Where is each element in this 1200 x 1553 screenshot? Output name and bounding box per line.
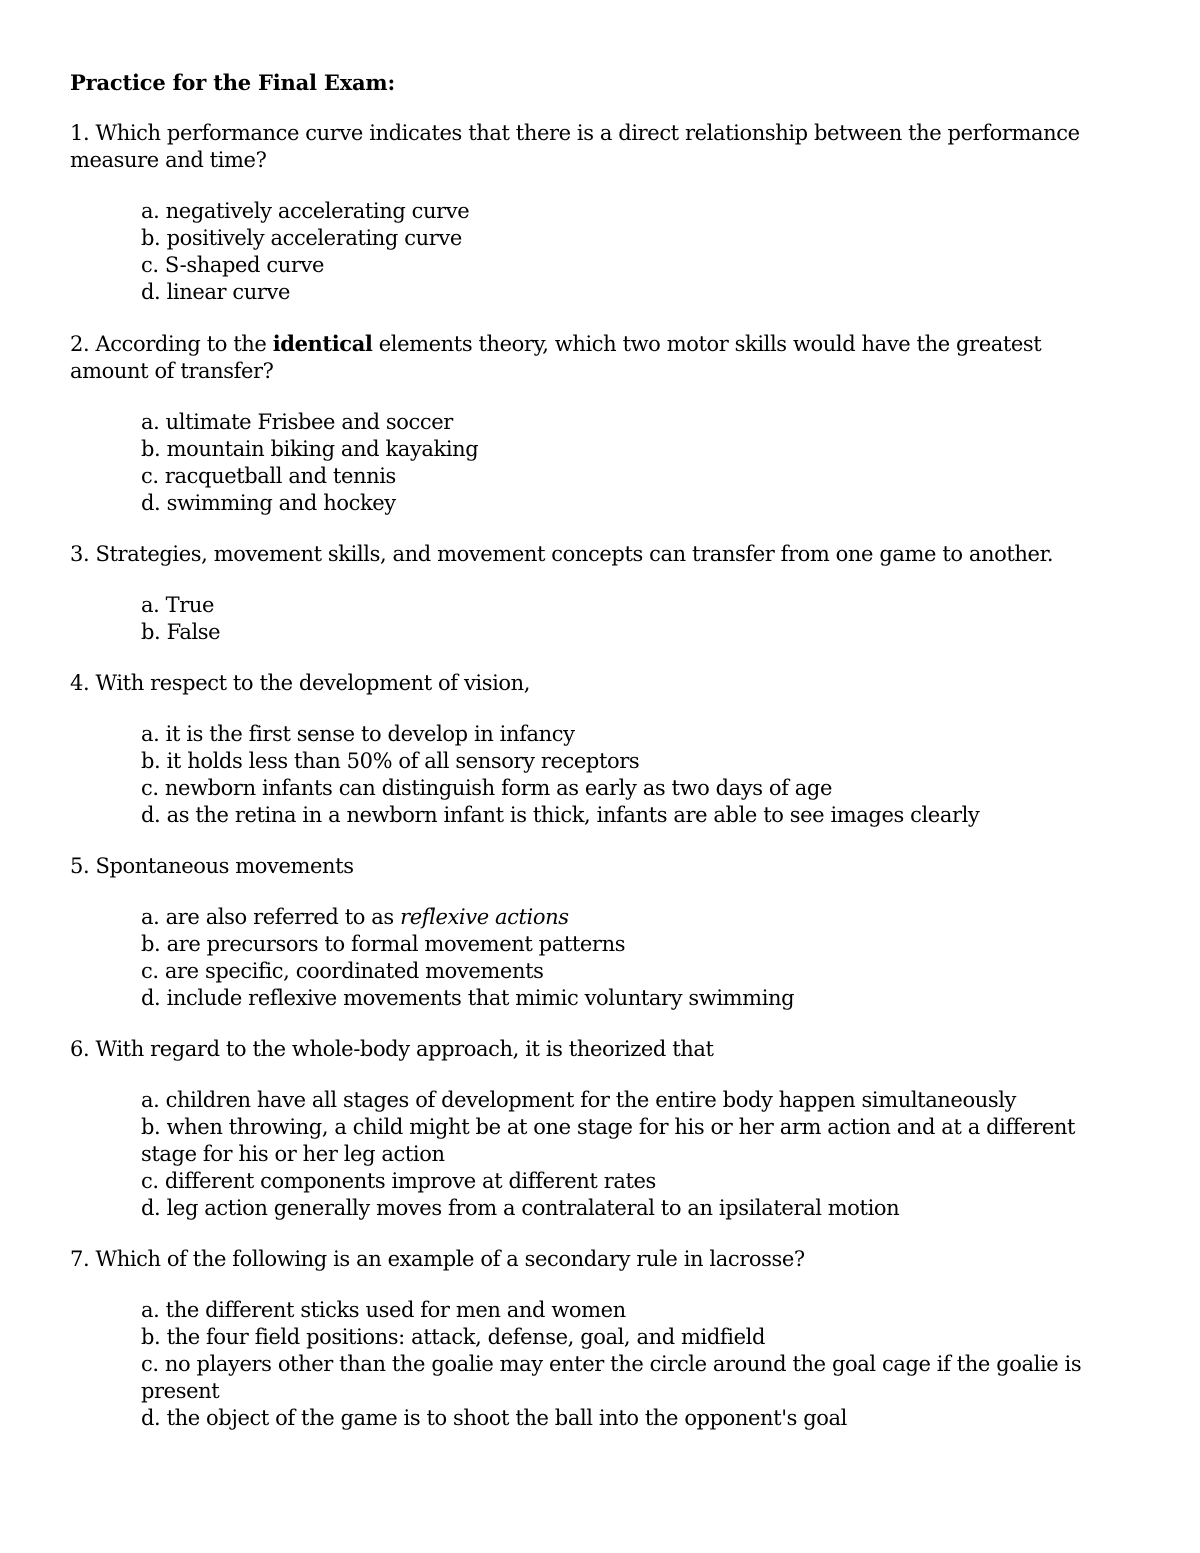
question-number: 2. bbox=[70, 332, 90, 356]
answer-option: a. negatively accelerating curve bbox=[141, 199, 470, 223]
question-body: Spontaneous movements bbox=[95, 854, 354, 878]
answer-option: c. are specific, coordinated movements bbox=[141, 959, 544, 983]
question-body-end: elements theory, which two motor skills would have the greatest amount of transfer? bbox=[70, 332, 1042, 383]
answer-option: a. True bbox=[141, 593, 215, 617]
question-number: 5. bbox=[70, 854, 90, 878]
answer-option: c. racquetball and tennis bbox=[141, 464, 396, 488]
answer-options bbox=[141, 1087, 1090, 1222]
question-body: With regard to the whole-body approach, it is theorized that bbox=[95, 1037, 714, 1061]
answer-options bbox=[141, 1297, 1090, 1432]
answer-option: c. S-shaped curve bbox=[141, 253, 324, 277]
question-body: Strategies, movement skills, and movement concepts can transfer from one game to another. bbox=[95, 542, 1054, 566]
question-number: 3. bbox=[70, 542, 90, 566]
question-text bbox=[70, 330, 1090, 385]
question-text bbox=[70, 670, 1090, 697]
question-body: Which of the following is an example of a secondary rule in lacrosse? bbox=[95, 1247, 805, 1271]
answer-option: c. no players other than the goalie may enter the circle around the goal cage if the goalie is present bbox=[141, 1352, 1082, 1403]
answer-option: b. mountain biking and kayaking bbox=[141, 437, 479, 461]
answer-option: c. newborn infants can distinguish form as early as two days of age bbox=[141, 776, 832, 800]
question-body: Which performance curve indicates that there is a direct relationship between the performance measure and time? bbox=[70, 121, 1080, 172]
answer-options bbox=[141, 409, 1090, 517]
answer-options bbox=[141, 904, 1090, 1012]
answer-option: b. False bbox=[141, 620, 221, 644]
answer-options bbox=[141, 592, 1090, 646]
answer-options bbox=[141, 198, 1090, 306]
question-number: 6. bbox=[70, 1037, 90, 1061]
answer-option-text: a. are also referred to as bbox=[141, 905, 394, 929]
question-3 bbox=[70, 541, 1090, 646]
question-1 bbox=[70, 120, 1090, 306]
answer-option: d. swimming and hockey bbox=[141, 491, 396, 515]
question-number: 1. bbox=[70, 121, 90, 145]
question-text bbox=[70, 1246, 1090, 1273]
answer-option: c. different components improve at different rates bbox=[141, 1169, 656, 1193]
answer-option: d. leg action generally moves from a contralateral to an ipsilateral motion bbox=[141, 1196, 900, 1220]
italic-term: reflexive actions bbox=[400, 905, 569, 929]
answer-options bbox=[141, 721, 1090, 829]
question-text bbox=[70, 853, 1090, 880]
answer-option: d. the object of the game is to shoot the ball into the opponent's goal bbox=[141, 1406, 847, 1430]
answer-option: b. are precursors to formal movement patterns bbox=[141, 932, 626, 956]
question-body: With respect to the development of vision, bbox=[95, 671, 531, 695]
answer-option: a. the different sticks used for men and women bbox=[141, 1298, 626, 1322]
answer-option bbox=[141, 904, 1090, 931]
question-text bbox=[70, 1036, 1090, 1063]
answer-option: b. when throwing, a child might be at one stage for his or her arm action and at a different stage for his or her leg action bbox=[141, 1115, 1076, 1166]
question-6 bbox=[70, 1036, 1090, 1222]
answer-option: a. ultimate Frisbee and soccer bbox=[141, 410, 453, 434]
answer-option: a. it is the first sense to develop in infancy bbox=[141, 722, 575, 746]
question-number: 7. bbox=[70, 1247, 90, 1271]
question-2 bbox=[70, 330, 1090, 517]
page-title: Practice for the Final Exam: bbox=[70, 70, 395, 95]
answer-option: b. it holds less than 50% of all sensory receptors bbox=[141, 749, 640, 773]
answer-option: a. children have all stages of development for the entire body happen simultaneously bbox=[141, 1088, 1016, 1112]
question-text bbox=[70, 120, 1090, 174]
question-body-start: According to the bbox=[95, 332, 267, 356]
question-5 bbox=[70, 853, 1090, 1012]
question-4 bbox=[70, 670, 1090, 829]
answer-option: d. linear curve bbox=[141, 280, 291, 304]
answer-option: b. positively accelerating curve bbox=[141, 226, 462, 250]
answer-option: d. include reflexive movements that mimic voluntary swimming bbox=[141, 986, 795, 1010]
question-text bbox=[70, 541, 1090, 568]
question-7 bbox=[70, 1246, 1090, 1432]
answer-option: d. as the retina in a newborn infant is thick, infants are able to see images clearly bbox=[141, 803, 980, 827]
emphasized-keyword: identical bbox=[272, 331, 373, 356]
answer-option: b. the four field positions: attack, defense, goal, and midfield bbox=[141, 1325, 765, 1349]
question-number: 4. bbox=[70, 671, 90, 695]
